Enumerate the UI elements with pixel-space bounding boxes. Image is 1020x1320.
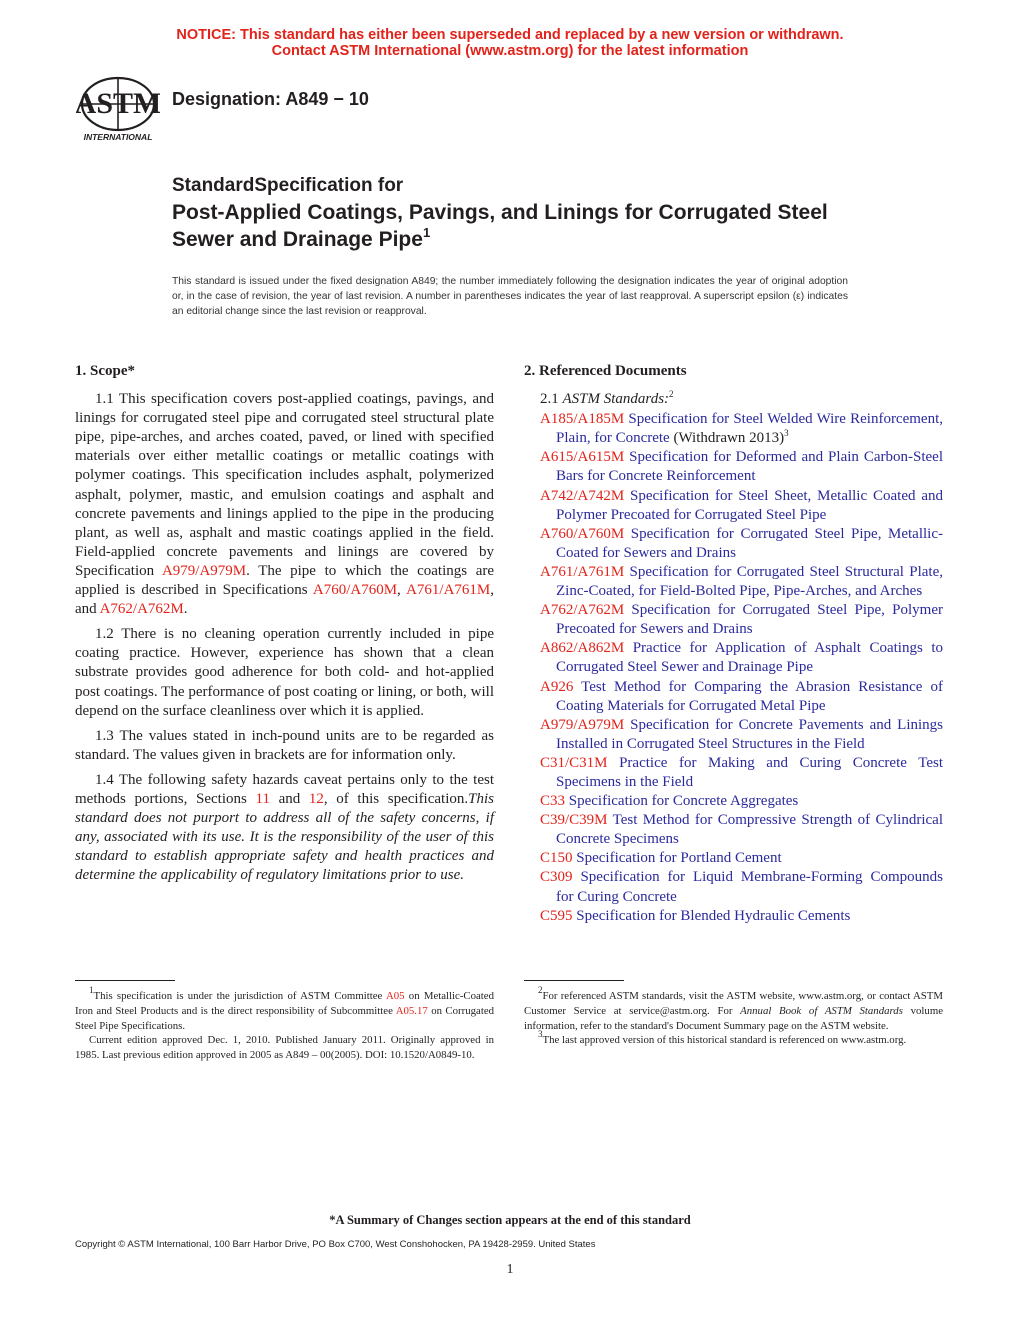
footnote-1-text-c: on Corrugated Steel Pipe Specifications. xyxy=(75,1004,495,1032)
ref-withdrawn-note: (Withdrawn 2013) xyxy=(669,430,785,447)
ref-code-link[interactable]: A862/A862M xyxy=(540,640,625,657)
link-subcommittee-a05-17[interactable]: A05.17 xyxy=(395,1004,428,1017)
ref-title-link[interactable]: Specification for Deformed and Plain Carbon-Steel Bars for Concrete Reinforcement xyxy=(556,449,943,485)
footnote-rule-left xyxy=(75,980,175,981)
ref-item xyxy=(524,487,943,525)
ref-title-link[interactable]: Specification for Corrugated Steel Pipe, Polymer Precoated for Sewers and Drains xyxy=(556,602,943,638)
ref-item xyxy=(524,811,943,849)
title-main xyxy=(172,199,872,253)
ref-item xyxy=(524,601,943,639)
ref-code-link[interactable]: C595 xyxy=(540,907,573,924)
ref-item xyxy=(524,716,943,754)
ref-item xyxy=(524,907,943,926)
ref-item xyxy=(524,639,943,677)
scope-p1-text: 1.1 This specification covers post-applied coatings, pavings, and linings for corrugated steel pipe and corrugated steel structural plate pipe, pipe-arches, and arches coated, paved, or lined with specified materials over either metallic coatings or metallic coatings with polymer coatings. This specification includes asphalt, polymerized asphalt, polymer, mastic, and emulsion coatings and asphalt and concrete pavements and linings applied to the pipe in the producing plant, as well as, asphalt and mastic coatings applied in the field. Field-applied concrete pavements and linings are covered by Specification xyxy=(75,391,494,579)
ref-item xyxy=(524,678,943,716)
right-column xyxy=(524,362,943,926)
scope-p4-text: 1.4 The following safety hazards caveat pertains only to the test methods portions, Sections xyxy=(75,771,494,807)
ref-title-link[interactable]: Specification for Corrugated Steel Pipe, Metallic-Coated for Sewers and Drains xyxy=(556,525,943,561)
scope-p1-mid: . The pipe to which the coatings are applied is described in Specifications xyxy=(75,562,495,599)
issued-note: This standard is issued under the fixed designation A849; the number immediately following the designation indicates the year of original adoption or, in the case of revision, the year of last revision. A number in parentheses indicates the year of last reapproval. A superscript epsilon (ε) indicates an editorial change since the last revision or reapproval. xyxy=(172,276,848,317)
ref-title-link[interactable]: Specification for Steel Welded Wire Reinforcement, Plain, for Concrete xyxy=(556,411,943,447)
notice-line-1: NOTICE: This standard has either been superseded and replaced by a new version or withdrawn. xyxy=(176,27,844,43)
ref-item xyxy=(524,525,943,563)
left-column xyxy=(75,362,494,891)
footnote-3 xyxy=(524,1029,943,1048)
scope-p4-mid: , of this specification. xyxy=(323,790,469,807)
ref-title-link[interactable]: Test Method for Comparing the Abrasion Resistance of Coating Materials for Corrugated Metal Pipe xyxy=(556,678,943,714)
ref-code-link[interactable]: A615/A615M xyxy=(540,449,625,466)
subheading-label: ASTM Standards: xyxy=(562,391,670,408)
ref-item xyxy=(524,754,943,792)
ref-item xyxy=(524,868,943,906)
ref-code-link[interactable]: C309 xyxy=(540,869,573,886)
scope-paragraph-1-4 xyxy=(75,771,494,886)
ref-item xyxy=(524,849,943,868)
footnote-rule-right xyxy=(524,980,624,981)
link-committee-a05[interactable]: A05 xyxy=(385,990,405,1002)
link-section-11[interactable]: 11 xyxy=(255,790,270,807)
notice-line-2: Contact ASTM International (www.astm.org) for the latest information xyxy=(271,43,749,59)
page-number: 1 xyxy=(506,1262,514,1277)
ref-title-link[interactable]: Specification for Concrete Pavements and Linings Installed in Corrugated Steel Structures in the Field xyxy=(556,716,943,752)
ref-code-link[interactable]: C39/C39M xyxy=(540,812,608,829)
scope-p1-sep1: , xyxy=(397,582,407,599)
withdrawn-notice xyxy=(0,27,1020,59)
ref-code-link[interactable]: A761/A761M xyxy=(540,563,625,580)
scope-heading: 1. Scope* xyxy=(75,363,135,379)
footnote-2-mark: 2 xyxy=(538,985,543,995)
ref-code-link[interactable]: C33 xyxy=(540,793,566,810)
referenced-standards-list xyxy=(524,410,943,926)
footnote-1-approval: Current edition approved Dec. 1, 2010. Published January 2011. Originally approved in 1985. Last previous edition approved in 2005 as A849 – 00(2005). DOI: 10.1520/A0849-10. xyxy=(75,1034,494,1062)
scope-paragraph-1-3: 1.3 The values stated in inch-pound units are to be regarded as standard. The values given in brackets are for information only. xyxy=(75,727,494,763)
ref-title-link[interactable]: Practice for Application of Asphalt Coatings to Corrugated Steel Sewer and Drainage Pipe xyxy=(556,640,943,676)
safety-caveat: This standard does not purport to address all of the safety concerns, if any, associated with its use. It is the responsibility of the user of this standard to establish appropriate safety and health practices and determine the applicability of regulatory limitations prior to use. xyxy=(75,790,494,884)
ref-title-link[interactable]: Test Method for Compressive Strength of Cylindrical Concrete Specimens xyxy=(556,812,943,848)
copyright-line: Copyright © ASTM International, 100 Barr Harbor Drive, PO Box C700, West Conshohocken, PA 19428-2959. United States xyxy=(75,1239,596,1250)
astm-logo-icon xyxy=(76,76,160,144)
ref-item xyxy=(524,448,943,486)
footnote-1-text-a: This specification is under the jurisdiction of ASTM Committee xyxy=(93,990,386,1002)
scope-paragraph-1-1 xyxy=(75,390,494,619)
ref-title-link[interactable]: Specification for Steel Sheet, Metallic Coated and Polymer Precoated for Corrugated Steel Pipe xyxy=(556,487,943,523)
subheading-footnote-mark[interactable]: 2 xyxy=(669,389,674,400)
link-a979[interactable]: A979/A979M xyxy=(161,562,247,579)
ref-title-link[interactable]: Specification for Portland Cement xyxy=(572,850,782,867)
footnotes-right xyxy=(524,985,944,1048)
ref-code-link[interactable]: A760/A760M xyxy=(540,525,625,542)
ref-code-link[interactable]: A979/A979M xyxy=(540,716,625,733)
summary-of-changes-note: *A Summary of Changes section appears at the end of this standard xyxy=(329,1213,691,1227)
link-a760[interactable]: A760/A760M xyxy=(312,582,398,599)
subheading-number: 2.1 xyxy=(540,391,563,408)
link-section-12[interactable]: 12 xyxy=(308,790,324,807)
ref-title-link[interactable]: Practice for Making and Curing Concrete Test Specimens in the Field xyxy=(556,754,943,790)
designation: Designation: A849 − 10 xyxy=(172,89,369,109)
footnote-2-italic: Annual Book of ASTM Standards xyxy=(740,1004,903,1017)
logo-letters: ASTM xyxy=(76,87,160,120)
ref-code-link[interactable]: C150 xyxy=(540,850,573,867)
ref-code-link[interactable]: A185/A185M xyxy=(540,411,625,428)
title-line-2: Post-Applied Coatings, Pavings, and Linings for Corrugated Steel Sewer and Drainage Pipe xyxy=(172,201,828,251)
ref-item xyxy=(524,563,943,601)
logo-subtext: INTERNATIONAL xyxy=(83,132,153,142)
ref-code-link[interactable]: A926 xyxy=(540,678,574,695)
astm-logo xyxy=(76,76,160,144)
scope-p4-and: and xyxy=(269,790,309,807)
scope-p1-sep2: , and xyxy=(75,582,494,618)
footnote-1-mark: 1 xyxy=(89,985,94,995)
ref-item xyxy=(524,792,943,811)
ref-title-link[interactable]: Specification for Blended Hydraulic Cements xyxy=(572,907,851,924)
scope-paragraph-1-2: 1.2 There is no cleaning operation currently included in pipe coating practice. However, experience has shown that a clean substrate provides good adherence for both cold- and hot-applied post coatings. The performance of post coating or lining, or both, will depend on the surface cleanliness over which it is applied. xyxy=(75,626,494,719)
ref-item xyxy=(524,410,943,448)
footnote-3-mark: 3 xyxy=(538,1029,543,1040)
link-a761[interactable]: A761/A761M xyxy=(406,582,491,599)
ref-code-link[interactable]: A742/A742M xyxy=(540,487,625,504)
title-footnote-mark[interactable]: 1 xyxy=(422,225,431,240)
ref-footnote-mark[interactable]: 3 xyxy=(784,428,789,439)
footnote-1-text-b: on Metallic-Coated Iron and Steel Products and is the direct responsibility of Subcommittee xyxy=(75,990,494,1017)
footnote-3-text: The last approved version of this historical standard is referenced on www.astm.org. xyxy=(542,1034,907,1047)
ref-code-link[interactable]: C31/C31M xyxy=(540,754,608,771)
title-line-1: StandardSpecification for xyxy=(172,175,404,196)
refdocs-heading: 2. Referenced Documents xyxy=(524,363,687,379)
ref-code-link[interactable]: A762/A762M xyxy=(540,602,625,619)
ref-title-link[interactable]: Specification for Concrete Aggregates xyxy=(565,793,799,810)
footnote-2-text-b: volume information, refer to the standard's Document Summary page on the ASTM website. xyxy=(524,1004,944,1032)
footnote-2 xyxy=(524,985,944,1033)
footnote-2-text-a: For referenced ASTM standards, visit the ASTM website, www.astm.org, or contact ASTM Customer Service at service@astm.org. For xyxy=(524,990,943,1017)
ref-title-link[interactable]: Specification for Liquid Membrane-Forming Compounds for Curing Concrete xyxy=(556,869,943,905)
scope-p1-end: . xyxy=(183,601,188,618)
footnote-1 xyxy=(75,985,495,1033)
ref-title-link[interactable]: Specification for Corrugated Steel Structural Plate, Zinc-Coated, for Field-Bolted Pipe, Pipe-Arches, and Arches xyxy=(556,563,943,600)
link-a762[interactable]: A762/A762M xyxy=(99,601,184,618)
astm-standards-subheading xyxy=(524,390,943,409)
footnotes-left xyxy=(75,985,495,1063)
